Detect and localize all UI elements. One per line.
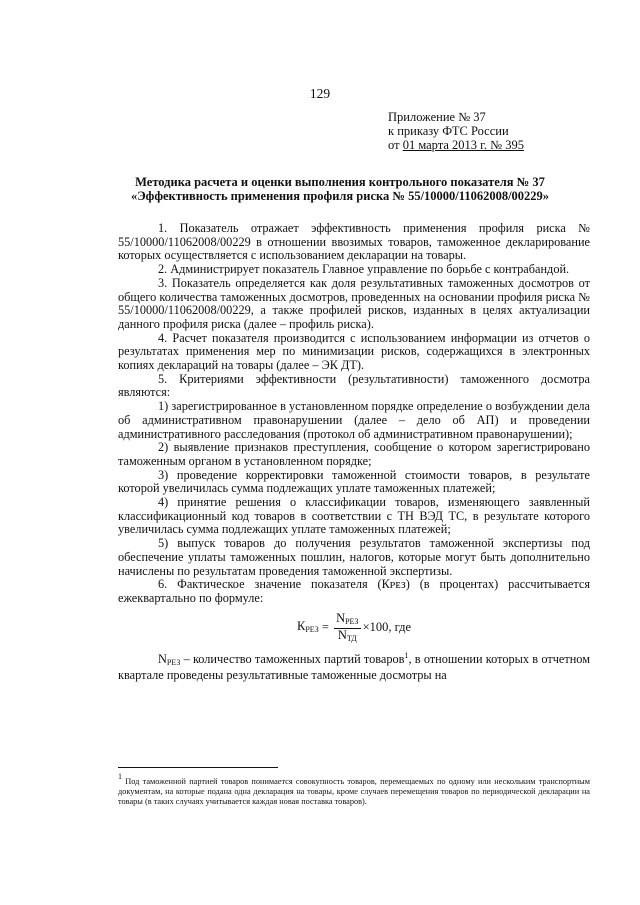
document-title [80,175,600,203]
title-line-1: Методика расчета и оценки выполнения контрольного показателя № 37 [135,175,545,189]
list-item: 1) зарегистрированное в установленном порядке определение о возбуждении дела об административном правонарушении (далее – дело об АП) и проведении административного расследования (протокол об административном правонарушении); [118,399,590,441]
formula-lhs: $К_{РЕЗ}$ [296,618,319,634]
appendix-date: 01 марта 2013 г. [402,138,488,152]
paragraph: 1. Показатель отражает эффективность применения профиля риска № 55/10000/11062008/00229 в отношении ввозимых товаров, таможенное декларирование которых осуществляется с использованием декларации на товары. [118,221,590,263]
paragraph: 3. Показатель определяется как доля результативных таможенных досмотров от общего количества таможенных досмотров, проведенных на основании профиля риска № 55/10000/11062008/00229, а также профилей рисков, изданных в целях актуализации данного профиля риска (далее – профиль риска). [118,275,590,331]
formula-tail: ×100, где [362,620,412,635]
document-body [118,222,590,683]
footnote [118,772,590,807]
appendix-date-prefix: от [388,138,403,152]
paragraph: 4. Расчет показателя производится с использованием информации из отчетов о результатах применения мер по минимизации рисков, содержащихся в электронных копиях деклараций на товары (далее – ЭК ДТ). [118,330,590,373]
paragraph: 2. Администрирует показатель Главное управление по борьбе с контрабандой. [158,262,570,277]
list-item: 5) выпуск товаров до получения результатов таможенной экспертизы под обеспечение уплаты таможенных пошлин, налогов, которые могут быть дополнительно начислены по результатам проведения таможенной экспертизы. [118,536,590,578]
paragraph: 6. Фактическое значение показателя (Кᴘᴇз) (в процентах) рассчитывается ежеквартально по формуле: [118,577,590,605]
appendix-block [388,110,628,152]
appendix-number: № 395 [487,138,524,152]
footnote-ref: 1 [404,650,409,660]
formula: $К_{РЕЗ}$ = $\frac{N_{РЕЗ}}{N_{ТД}}$ ×100, где [296,610,412,643]
appendix-line-3 [388,138,628,152]
footnote-mark: 1 [118,772,122,781]
formula-numerator: $N_{РЕЗ}$ [334,612,360,629]
formula-fraction [334,612,360,645]
list-item: 4) принятие решения о классификации товаров, изменяющего заявленный классификационный код товаров в соответствии с ТН ВЭД ТС, в результате которого увеличилась сумма подлежащих уплате таможенных платежей; [118,495,590,537]
appendix-line-1: Приложение № 37 [388,110,486,124]
footnote-divider [118,767,278,768]
list-item: 3) проведение корректировки таможенной стоимости товаров, в результате которой увеличилась сумма подлежащих уплате таможенных платежей; [118,467,590,496]
formula-denominator: $N_{ТД}$ [337,627,357,643]
title-line-2: «Эффективность применения профиля риска № 55/10000/11062008/00229» [130,189,550,203]
paragraph: 5. Критериями эффективности (результативности) таможенного досмотра являются: [118,371,590,400]
paragraph-definition: $N_{РЕЗ}$ – количество таможенных партий товаров$^1$, в отношении которых в отчетном квартале проведены результативные таможенные досмотры на [118,650,590,683]
footnote-text: Под таможенной партией товаров понимается совокупность товаров, перемещаемых по одному или нескольким транспортным документам, на которые подана одна декларация на товары, кроме случаев перемещения товаров по периодической декларации на товары (в таких случаях учитывается каждая новая поставка товаров). [118,777,590,806]
page-number: 129 [309,86,331,101]
list-item: 2) выявление признаков преступления, сообщение о котором зарегистрировано таможенным органом в установленном порядке; [118,440,590,468]
appendix-line-2: к приказу ФТС России [388,124,509,138]
